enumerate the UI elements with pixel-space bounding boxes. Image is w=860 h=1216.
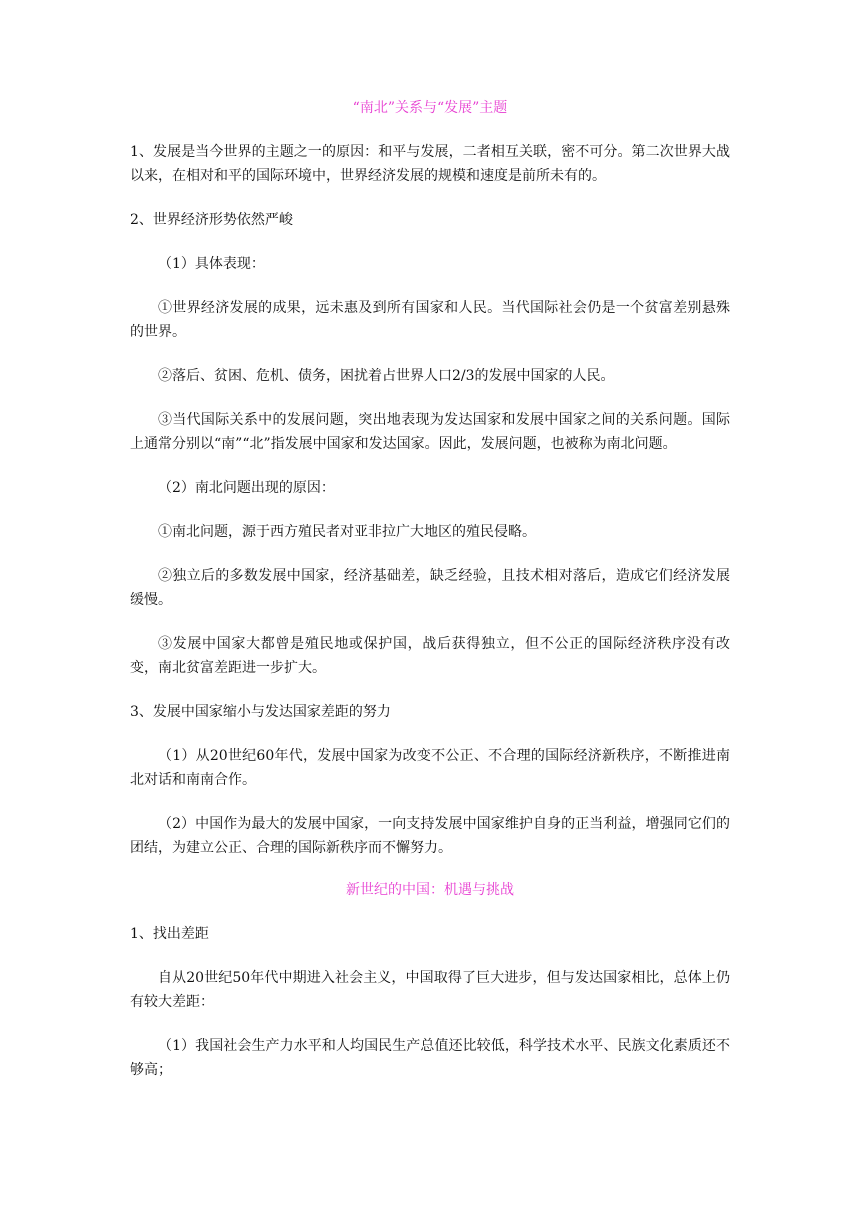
paragraph: ①世界经济发展的成果，远未惠及到所有国家和人民。当代国际社会仍是一个贫富差别悬殊的世界。 — [130, 300, 730, 340]
paragraph: ③当代国际关系中的发展问题，突出地表现为发达国家和发展中国家之间的关系问题。国际上通常分别以“南”“北”指发展中国家和发达国家。因此，发展问题，也被称为南北问题。 — [130, 412, 730, 452]
paragraph: 自从20世纪50年代中期进入社会主义，中国取得了巨大进步，但与发达国家相比，总体上仍有较大差距： — [130, 970, 730, 1010]
section-title: 新世纪的中国：机遇与挑战 — [346, 882, 514, 898]
paragraph: ②独立后的多数发展中国家，经济基础差，缺乏经验，且技术相对落后，造成它们经济发展缓慢。 — [130, 568, 730, 608]
paragraph: （1）我国社会生产力水平和人均国民生产总值还比较低，科学技术水平、民族文化素质还不够高； — [130, 1038, 730, 1078]
paragraph: （1）从20世纪60年代，发展中国家为改变不公正、不合理的国际经济新秩序，不断推进南北对话和南南合作。 — [130, 748, 730, 788]
paragraph: （1）具体表现： — [158, 256, 265, 272]
document-page — [130, 96, 730, 1102]
subheading: 3、发展中国家缩小与发达国家差距的努力 — [130, 704, 391, 720]
paragraph: （2）中国作为最大的发展中国家，一向支持发展中国家维护自身的正当利益，增强同它们的团结，为建立公正、合理的国际新秩序而不懈努力。 — [130, 816, 730, 856]
paragraph: ①南北问题，源于西方殖民者对亚非拉广大地区的殖民侵略。 — [158, 524, 536, 540]
paragraph: （2）南北问题出现的原因： — [158, 480, 335, 496]
paragraph: ③发展中国家大都曾是殖民地或保护国，战后获得独立，但不公正的国际经济秩序没有改变，南北贫富差距进一步扩大。 — [130, 636, 730, 676]
paragraph: ②落后、贫困、危机、债务，困扰着占世界人口2/3的发展中国家的人民。 — [158, 368, 615, 384]
section-title: “南北”关系与“发展”主题 — [352, 100, 508, 116]
paragraph: 1、发展是当今世界的主题之一的原因：和平与发展，二者相互关联，密不可分。第二次世界大战以来，在相对和平的国际环境中，世界经济发展的规模和速度是前所未有的。 — [130, 144, 730, 184]
subheading: 2、世界经济形势依然严峻 — [130, 212, 293, 228]
subheading: 1、找出差距 — [130, 926, 209, 942]
